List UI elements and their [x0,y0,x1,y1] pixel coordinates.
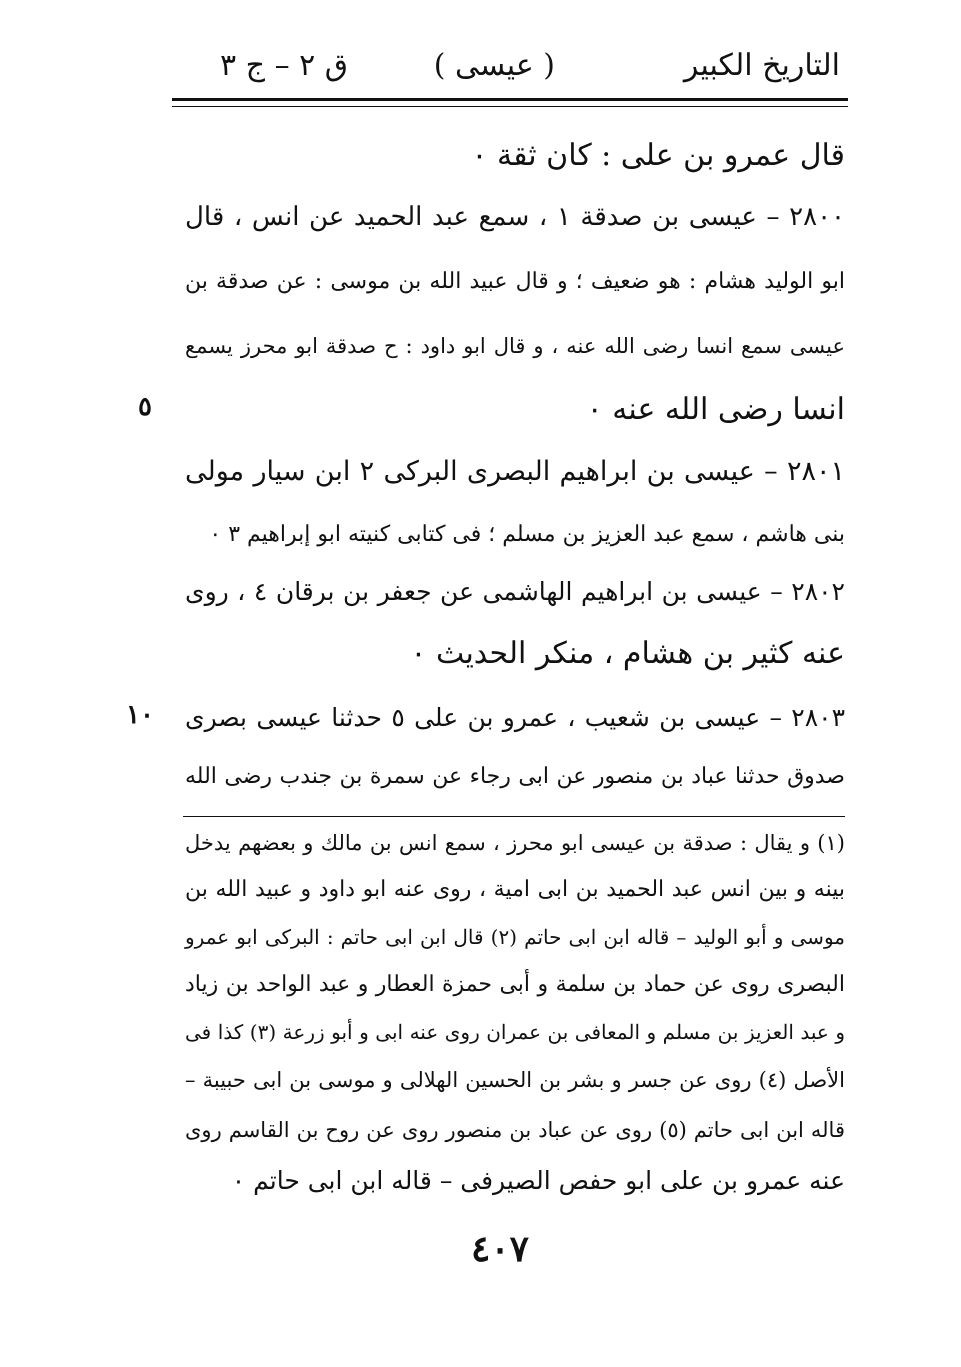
footnote-line: موسى و أبو الوليد – قاله ابن ابى حاتم (٢) قال ابن ابى حاتم : البركى ابو عمرو [185,925,845,949]
line-marker-5: ٥ [138,392,152,422]
text-line: عنه كثير بن هشام ، منكر الحديث ٠ [410,636,845,671]
section-name: ( عيسى ) [433,48,555,83]
running-header [170,48,840,98]
footnote-line: و عبد العزيز بن مسلم و المعافى بن عمران روى عنه ابى و أبو زرعة (٣) كذا فى [185,1020,846,1044]
text-line: قال عمرو بن على : كان ثقة ٠ [471,138,845,173]
footnote-separator [183,816,845,817]
footnote-line: الأصل (٤) روى عن جسر و بشر بن الحسين الهلالى و موسى بن ابى حبيبة – [185,1068,845,1092]
line-marker-10: ١٠ [126,700,154,730]
header-rule-thick [172,98,848,101]
text-line: بنى هاشم ، سمع عبد العزيز بن مسلم ؛ فى كتابى كنيته ابو إبراهيم ٣ ٠ [209,522,845,547]
footnote-line: بينه و بين انس عبد الحميد بن ابى امية ، روى عنه ابو داود و عبيد الله بن [185,877,845,902]
entry-2801-line: ٢٨٠١ – عيسى بن ابراهيم البصرى البركى ٢ ابن سيار مولى [185,456,845,487]
text-line: عيسى سمع انسا رضى الله عنه ، و قال ابو داود : ح صدقة ابو محرز يسمع [185,334,845,358]
footnote-line: عنه عمرو بن على ابو حفص الصيرفى – قاله ابن ابى حاتم ٠ [231,1166,845,1195]
volume-label: ق ٢ – ج ٣ [220,48,349,83]
footnote-line: قاله ابن ابى حاتم (٥) روى عن عباد بن منصور روى عن روح بن القاسم روى [185,1118,845,1142]
text-line: انسا رضى الله عنه ٠ [586,392,845,427]
page-number: ٤٠٧ [470,1228,529,1270]
text-line: صدوق حدثنا عباد بن منصور عن ابى رجاء عن سمرة بن جندب رضى الله [185,764,845,789]
footnote-line: (١) و يقال : صدقة بن عيسى ابو محرز ، سمع انس بن مالك و بعضهم يدخل [185,831,845,855]
text-line: ابو الوليد هشام : هو ضعيف ؛ و قال عبيد الله بن موسى : عن صدقة بن [185,269,845,294]
entry-2803-line: ٢٨٠٣ – عيسى بن شعيب ، عمرو بن على ٥ حدثنا عيسى بصرى [185,703,845,732]
book-title: التاريخ الكبير [683,48,840,83]
entry-2800-line: ٢٨٠٠ – عيسى بن صدقة ١ ، سمع عبد الحميد عن انس ، قال [185,202,846,232]
header-rule-thin [172,106,848,107]
entry-2802-line: ٢٨٠٢ – عيسى بن ابراهيم الهاشمى عن جعفر بن برقان ٤ ، روى [185,577,845,606]
footnote-line: البصرى روى عن حماد بن سلمة و أبى حمزة العطار و عبد الواحد بن زياد [185,972,845,997]
